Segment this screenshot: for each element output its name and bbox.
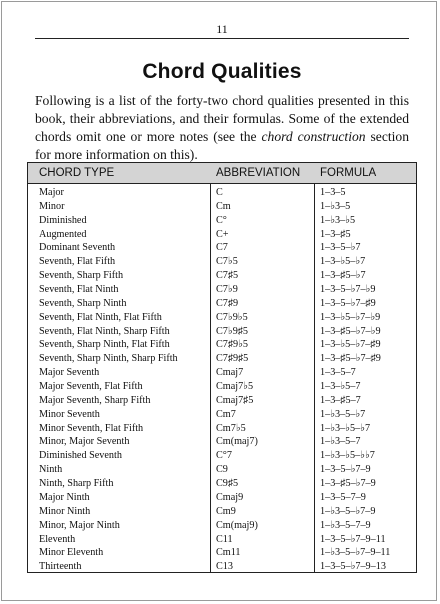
table-header (28, 163, 416, 184)
chord-type-cell: Seventh, Flat Fifth (39, 256, 116, 268)
formula-cell: 1–♭3–5–7 (320, 436, 361, 448)
table-row (28, 311, 416, 325)
abbreviation-cell: C+ (216, 228, 229, 240)
chord-type-cell: Seventh, Flat Ninth, Sharp Fifth (39, 325, 170, 337)
table-row (28, 408, 416, 422)
table-row (28, 449, 416, 463)
header-divider (35, 38, 409, 39)
chord-type-cell: Thirteenth (39, 561, 82, 573)
abbreviation-cell: C7♯9♯5 (216, 353, 249, 365)
abbreviation-cell: Cmaj7♯5 (216, 394, 254, 406)
table-row (28, 435, 416, 449)
chord-type-cell: Minor Eleventh (39, 547, 104, 559)
table-row (28, 533, 416, 547)
table-row (28, 546, 416, 560)
formula-cell: 1–3–5–♭7–♭9 (320, 284, 376, 296)
chord-type-cell: Augmented (39, 228, 87, 240)
chord-type-cell: Minor Ninth (39, 505, 91, 517)
chord-table (27, 162, 417, 573)
formula-cell: 1–3–5 (320, 187, 346, 198)
abbreviation-cell: Cmaj9 (216, 491, 244, 503)
formula-cell: 1–♭3–5–♭7–9 (320, 505, 376, 517)
abbreviation-cell: C13 (216, 561, 233, 573)
chord-type-cell: Dominant Seventh (39, 242, 116, 254)
formula-cell: 1–♭3–5–7–9 (320, 519, 371, 531)
formula-cell: 1–3–♯5 (320, 228, 351, 240)
formula-cell: 1–♭3–5 (320, 200, 351, 212)
chord-type-cell: Minor (39, 200, 65, 212)
abbreviation-cell: C11 (216, 533, 233, 545)
abbreviation-cell: Cm(maj7) (216, 436, 258, 448)
page-title: Chord Qualities (142, 60, 302, 83)
chord-type-cell: Seventh, Sharp Ninth, Sharp Fifth (39, 353, 178, 365)
formula-cell: 1–3–5–♭7–9–13 (320, 561, 386, 573)
formula-cell: 1–3–5–7–9 (320, 491, 366, 503)
formula-cell: 1–♭3–♭5–♭7 (320, 422, 371, 434)
formula-cell: 1–3–5–7 (320, 367, 356, 379)
abbreviation-cell: Cm (216, 200, 231, 212)
table-row (28, 422, 416, 436)
abbreviation-cell: C7♭5 (216, 256, 238, 268)
page-number: 11 (216, 22, 228, 36)
intro-text-2: section for more information on this). (35, 129, 410, 162)
chord-type-cell: Minor, Major Seventh (39, 436, 130, 448)
abbreviation-cell: Cm7♭5 (216, 422, 246, 434)
abbreviation-cell: Cmaj7 (216, 367, 244, 379)
abbreviation-cell: C7 (216, 242, 228, 254)
formula-cell: 1–♭3–5–♭7 (320, 408, 366, 420)
abbreviation-cell: C (216, 187, 223, 198)
table-row (28, 394, 416, 408)
abbreviation-cell: C7♭9♭5 (216, 311, 248, 323)
formula-cell: 1–3–5–♭7–♯9 (320, 297, 376, 309)
chord-type-cell: Seventh, Flat Ninth (39, 284, 119, 296)
chord-type-cell: Seventh, Sharp Ninth (39, 297, 127, 309)
abbreviation-cell: Cm11 (216, 547, 241, 559)
formula-cell: 1–3–♯5–♭7–♯9 (320, 353, 381, 365)
table-row (28, 228, 416, 242)
abbreviation-cell: Cm9 (216, 505, 236, 517)
table-row (28, 325, 416, 339)
table-row (28, 380, 416, 394)
formula-cell: 1–3–5–♭7–9 (320, 464, 371, 476)
header-chord-type: CHORD TYPE (39, 167, 115, 179)
chord-type-cell: Major Seventh (39, 367, 100, 379)
table-row (28, 338, 416, 352)
chord-type-cell: Ninth (39, 464, 63, 476)
table-row (28, 505, 416, 519)
formula-cell: 1–3–♯5–♭7–9 (320, 478, 376, 490)
chord-type-cell: Minor Seventh, Flat Fifth (39, 422, 144, 434)
chord-type-cell: Eleventh (39, 533, 76, 545)
abbreviation-cell: C°7 (216, 450, 232, 462)
formula-cell: 1–3–♯5–♭7 (320, 270, 366, 282)
chord-type-cell: Major Seventh, Sharp Fifth (39, 394, 151, 406)
formula-cell: 1–3–5–♭7–9–11 (320, 533, 386, 545)
formula-cell: 1–3–♭5–♭7–♯9 (320, 339, 381, 351)
page (1, 1, 437, 601)
abbreviation-cell: C7♭9♯5 (216, 325, 248, 337)
table-row (28, 477, 416, 491)
abbreviation-cell: C9♯5 (216, 478, 239, 490)
formula-cell: 1–3–♯5–♭7–♭9 (320, 325, 381, 337)
chord-type-cell: Diminished (39, 214, 87, 226)
formula-cell: 1–3–♭5–♭7–♭9 (320, 311, 381, 323)
table-row (28, 560, 416, 574)
formula-cell: 1–♭3–♭5 (320, 214, 356, 226)
abbreviation-cell: C7♯5 (216, 270, 239, 282)
formula-cell: 1–3–♯5–7 (320, 394, 361, 406)
formula-cell: 1–3–5–♭7 (320, 242, 361, 254)
abbreviation-cell: C7♭9 (216, 284, 238, 296)
chord-type-cell: Minor, Major Ninth (39, 519, 120, 531)
table-row (28, 186, 416, 200)
chord-type-cell: Minor Seventh (39, 408, 100, 420)
chord-type-cell: Seventh, Flat Ninth, Flat Fifth (39, 311, 162, 323)
abbreviation-cell: Cm(maj9) (216, 519, 258, 531)
abbreviation-cell: C9 (216, 464, 228, 476)
table-row (28, 200, 416, 214)
table-row (28, 297, 416, 311)
table-row (28, 366, 416, 380)
chord-type-cell: Seventh, Sharp Ninth, Flat Fifth (39, 339, 170, 351)
table-row (28, 255, 416, 269)
header-formula: FORMULA (320, 167, 377, 179)
table-row (28, 214, 416, 228)
abbreviation-cell: Cm7 (216, 408, 236, 420)
table-row (28, 269, 416, 283)
intro-emphasis: chord construction (261, 129, 366, 144)
formula-cell: 1–♭3–♭5–♭♭7 (320, 450, 375, 462)
header-abbreviation: ABBREVIATION (216, 167, 301, 179)
intro-paragraph (35, 92, 409, 164)
chord-type-cell: Major Ninth (39, 491, 90, 503)
chord-type-cell: Major Seventh, Flat Fifth (39, 381, 143, 393)
abbreviation-cell: C7♯9♭5 (216, 339, 248, 351)
table-row (28, 352, 416, 366)
formula-cell: 1–3–♭5–♭7 (320, 256, 366, 268)
table-row (28, 463, 416, 477)
table-row (28, 283, 416, 297)
chord-type-cell: Major (39, 187, 64, 198)
abbreviation-cell: Cmaj7♭5 (216, 381, 254, 393)
formula-cell: 1–3–♭5–7 (320, 381, 361, 393)
abbreviation-cell: C° (216, 214, 227, 226)
chord-type-cell: Seventh, Sharp Fifth (39, 270, 124, 282)
intro-text-1: Following is a list of the forty-two chord qualities presented in this book, their abbreviations, and their formulas. Some of the extended chords omit one or more notes (see the (35, 93, 409, 144)
formula-cell: 1–♭3–5–♭7–9–11 (320, 547, 391, 559)
chord-type-cell: Ninth, Sharp Fifth (39, 478, 114, 490)
abbreviation-cell: C7♯9 (216, 297, 239, 309)
table-row (28, 491, 416, 505)
table-row (28, 519, 416, 533)
table-row (28, 241, 416, 255)
chord-type-cell: Diminished Seventh (39, 450, 122, 462)
